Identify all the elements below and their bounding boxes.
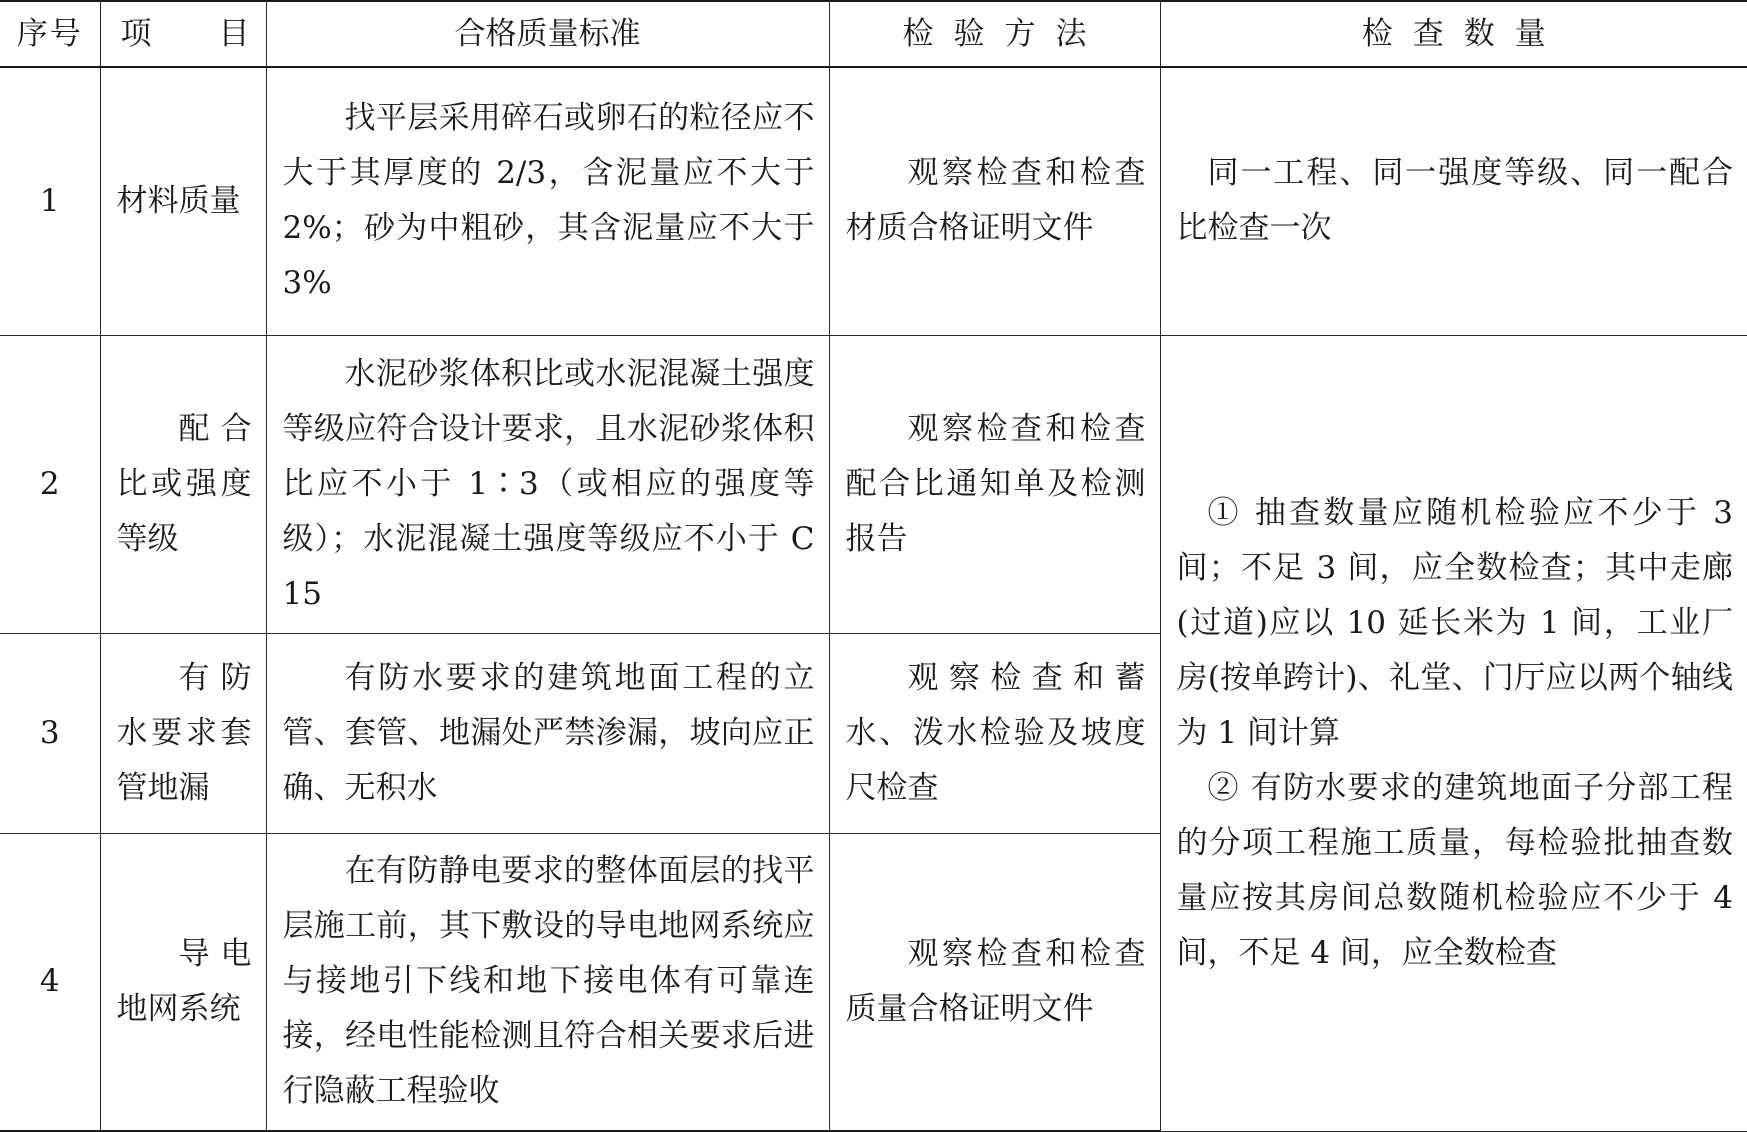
header-item	[100, 1, 266, 67]
row-method: 观察检查和蓄水、泼水检验及坡度尺检查	[829, 633, 1160, 833]
quantity-note-2: ② 有防水要求的建筑地面子分部工程的分项工程施工质量，每检验批抽查数量应按其房间总数随机检验应不少于 4 间，不足 4 间，应全数检查	[1176, 769, 1733, 971]
header-item-left: 项	[120, 15, 152, 52]
header-method: 检验方法	[829, 1, 1160, 67]
row-number: 4	[0, 833, 100, 1131]
header-row	[0, 1, 1747, 67]
merged-quantity-cell	[1160, 335, 1747, 1131]
table-row	[0, 335, 1747, 633]
row-item: 配合比或强度等级	[100, 335, 266, 633]
row-method: 观察检查和检查配合比通知单及检测报告	[829, 335, 1160, 633]
row-item: 导电地网系统	[100, 833, 266, 1131]
row-method: 观察检查和检查材质合格证明文件	[829, 67, 1160, 335]
row-standard: 在有防静电要求的整体面层的找平层施工前，其下敷设的导电地网系统应与接地引下线和地下接电体有可靠连接，经电性能检测且符合相关要求后进行隐蔽工程验收	[266, 833, 829, 1131]
header-no: 序号	[0, 1, 100, 67]
row-number: 3	[0, 633, 100, 833]
row-item: 材料质量	[100, 67, 266, 335]
quantity-note-1: ① 抽查数量应随机检验应不少于 3 间；不足 3 间，应全数检查；其中走廊(过道)应以 10 延长米为 1 间，工业厂房(按单跨计)、礼堂、门厅应以两个轴线为 1 间计算	[1176, 494, 1733, 751]
row-method: 观察检查和检查质量合格证明文件	[829, 833, 1160, 1131]
row-item: 有防水要求套管地漏	[100, 633, 266, 833]
row-number: 1	[0, 67, 100, 335]
header-quantity: 检查数量	[1160, 1, 1747, 67]
table-row	[0, 67, 1747, 335]
row-standard: 找平层采用碎石或卵石的粒径应不大于其厚度的 2/3，含泥量应不大于 2%；砂为中粗砂，其含泥量应不大于 3%	[266, 67, 829, 335]
row-standard: 水泥砂浆体积比或水泥混凝土强度等级应符合设计要求，且水泥砂浆体积比应不小于 1∶3（或相应的强度等级）；水泥混凝土强度等级应不小于 C15	[266, 335, 829, 633]
row-number: 2	[0, 335, 100, 633]
row-standard: 有防水要求的建筑地面工程的立管、套管、地漏处严禁渗漏，坡向应正确、无积水	[266, 633, 829, 833]
header-standard: 合格质量标准	[266, 1, 829, 67]
row-quantity: 同一工程、同一强度等级、同一配合比检查一次	[1160, 67, 1747, 335]
header-item-right: 目	[218, 15, 250, 52]
